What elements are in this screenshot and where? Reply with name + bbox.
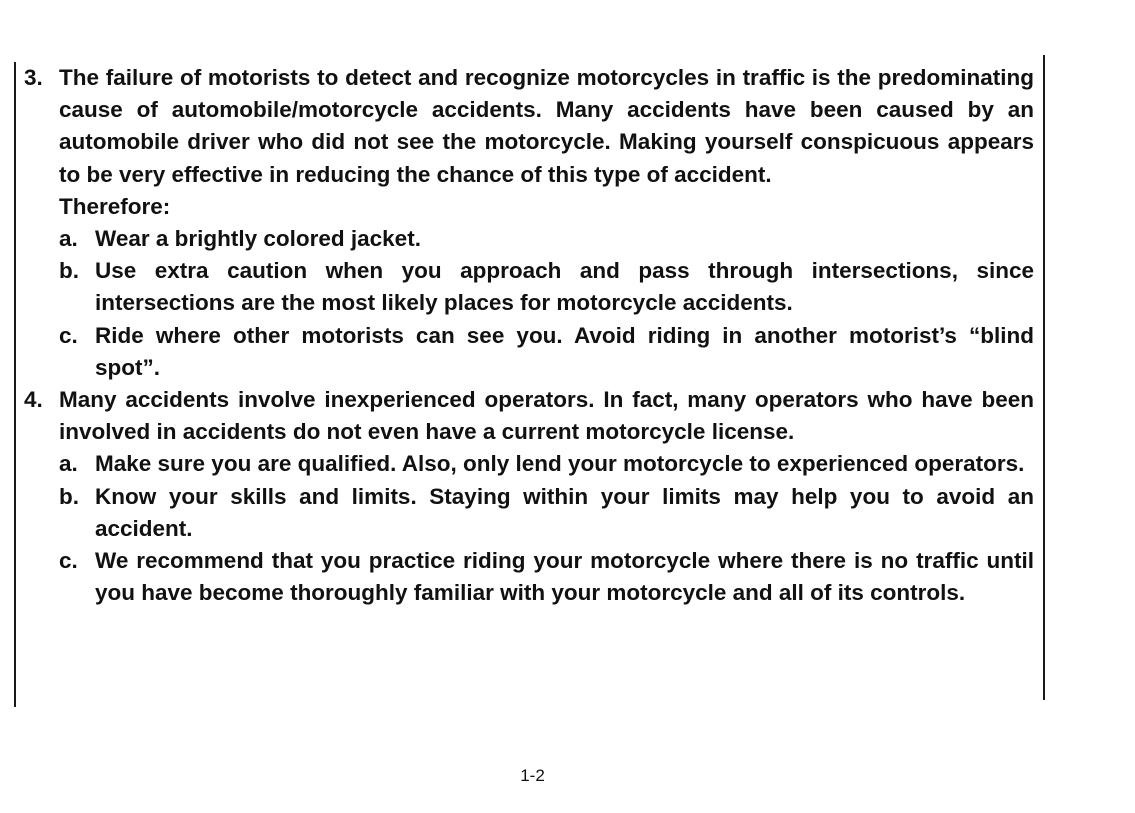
subitem-letter: b. — [59, 483, 79, 509]
subitem-letter: b. — [59, 258, 79, 284]
subitem-text: We recommend that you practice riding your motorcycle where there is no traffic until you have become thoroughly familiar with your motorcycle and all of its controls. — [95, 548, 1034, 606]
left-margin-rule — [14, 62, 16, 707]
lead-in: Therefore: — [59, 193, 171, 219]
subitem-letter: c. — [59, 322, 78, 348]
safety-text — [24, 62, 1034, 609]
right-margin-rule — [1043, 55, 1045, 700]
subitem-letter: c. — [59, 548, 78, 574]
subitem-text: Use extra caution when you approach and pass through intersections, since intersections are the most likely places for motorcycle accidents. — [95, 258, 1034, 316]
subitem-text: Ride where other motorists can see you. Avoid riding in another motorist’s “blind spot”. — [95, 322, 1034, 380]
subitem-letter: a. — [59, 451, 78, 477]
page-number: 1-2 — [520, 766, 545, 785]
subitem-3c — [24, 320, 1034, 384]
subitem-text: Know your skills and limits. Staying within your limits may help you to avoid an accident. — [95, 483, 1034, 541]
list-item-4 — [24, 384, 1034, 448]
subitem-text: Wear a brightly colored jacket. — [95, 226, 421, 252]
subitem-3b — [24, 255, 1034, 319]
subitem-3a — [24, 223, 1034, 255]
subitem-4a — [24, 448, 1034, 480]
item-text: The failure of motorists to detect and recognize motorcycles in traffic is the predominating cause of automobile/motorcycle accidents. Many accidents have been caused by an automobile driver who did not see the motorcycle. Making yourself conspicuous appears to be very effective in reducing the chance of this type of accident. — [59, 65, 1034, 187]
subitem-4c — [24, 545, 1034, 609]
item-number: 4. — [24, 387, 43, 413]
subitem-text: Make sure you are qualified. Also, only lend your motorcycle to experienced operators. — [95, 451, 1025, 477]
subitem-4b — [24, 481, 1034, 545]
item-text: Many accidents involve inexperienced operators. In fact, many operators who have been involved in accidents do not even have a current motorcycle license. — [59, 387, 1034, 445]
item-number: 3. — [24, 65, 43, 90]
list-item-3 — [24, 62, 1034, 191]
subitem-letter: a. — [59, 226, 78, 252]
